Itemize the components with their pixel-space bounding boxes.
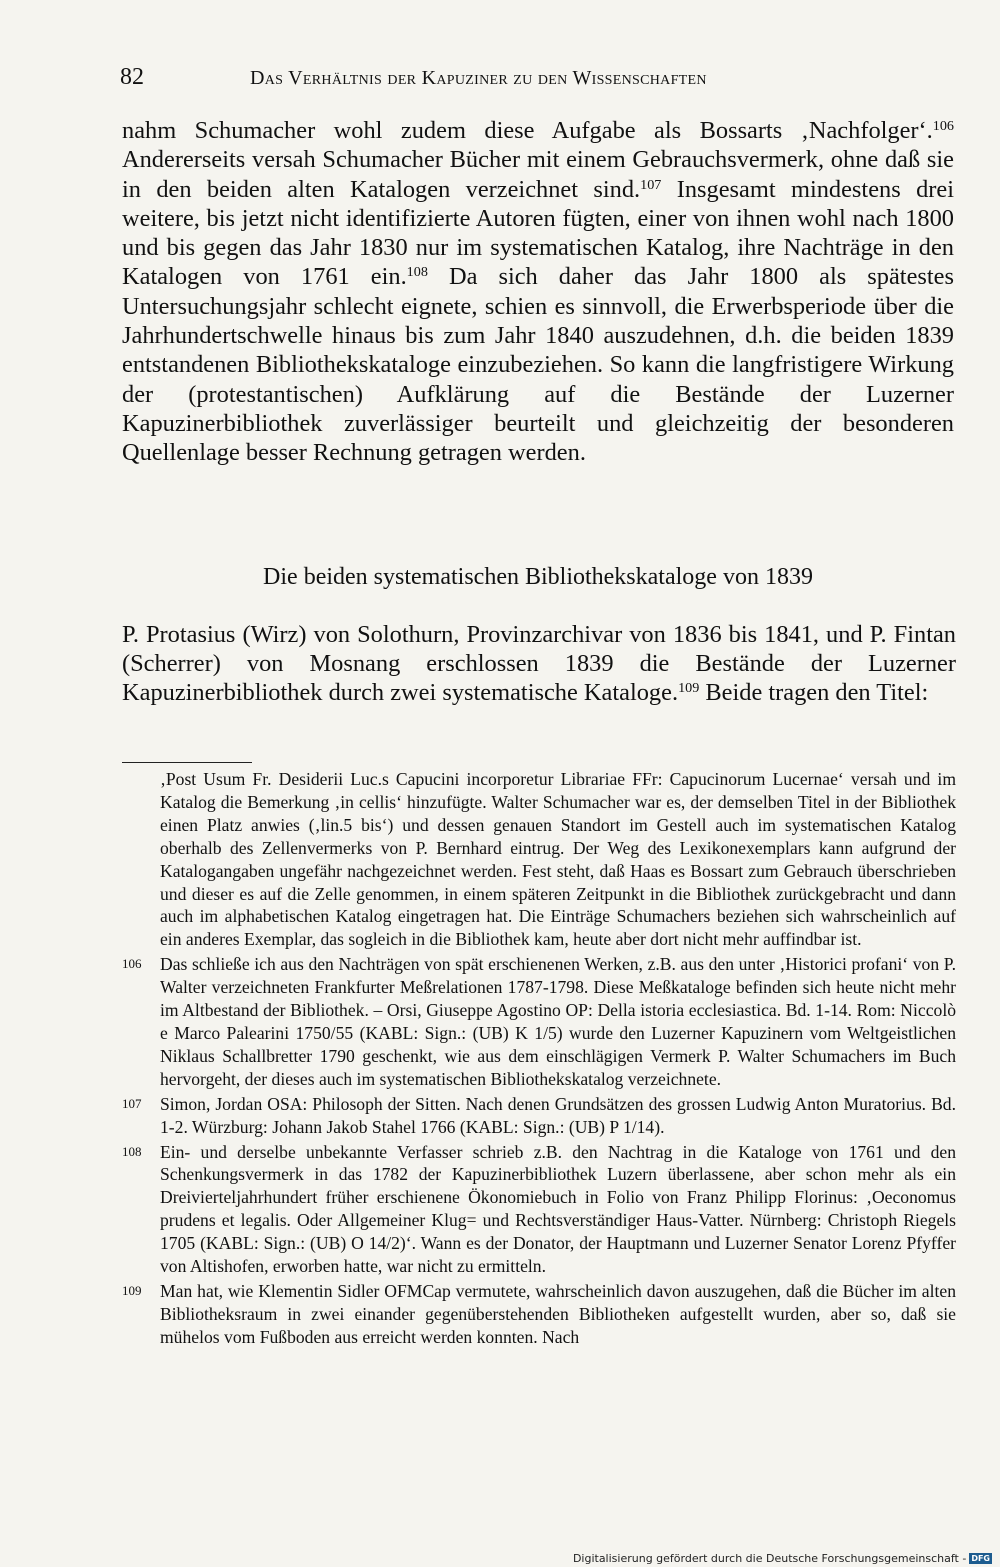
paragraph-1 — [122, 116, 954, 468]
footnote-text: Simon, Jordan OSA: Philosoph der Sitten. Nach denen Grundsätzen des grossen Ludwig Anton Muratorius. Bd. 1-2. Würzburg: Johann Jakob Stahel 1766 (KABL: Sign.: (UB) P 1/14). — [160, 1093, 956, 1137]
paragraph-text: Andererseits versah Schumacher Bücher mit einem Gebrauchsvermerk, ohne daß sie in den beiden alten Katalogen verzeichnet sind. — [122, 146, 954, 203]
footnote-number: 109 — [122, 1282, 142, 1298]
page-number: 82 — [120, 64, 144, 90]
paragraph-text: Da sich daher das Jahr 1800 als spätestes Untersuchungsjahr schlecht eignete, schien es sinnvoll, die Erwerbsperiode über die Jahrhundertschwelle hinaus bis zum Jahr 1840 auszudehnen, d.h. die beiden 1839 entstandenen Bibliothekskataloge einzubeziehen. So kann die langfristigere Wirkung der (protestantischen) Aufklärung auf die Bestände der Luzerner Kapuzinerbibliothek zuverlässiger beurteilt und gleichzeitig der besonderen Quellenlage besser Rechnung getragen werden. — [122, 263, 954, 467]
digitization-credit — [573, 1552, 992, 1565]
section-heading: Die beiden systematischen Bibliothekskataloge von 1839 — [263, 564, 813, 590]
footnote-text: Ein- und derselbe unbekannte Verfasser schrieb z.B. den Nachtrag in die Kataloge von 1761 und den Schenkungsvermerk in das 1782 der Kapuzinerbibliothek Luzern überlassene, aber schon mehr als ein Dreivierteljahrhundert früher erschienene Ökonomiebuch in Folio von Franz Philipp Florinus: ‚Oeconomus prudens et legalis. Oder Allgemeiner Klug= und Rechtsverständiger Haus-Vatter. Nürnberg: Christoph Riegels 1705 (KABL: Sign.: (UB) O 14/2)‘. Wann es der Donator, der Hauptmann und Luzerner Senator Lorenz Pfyffer von Altishofen, erworben hatte, war nicht zu ermitteln. — [160, 1141, 956, 1277]
footnote-number: 106 — [122, 956, 142, 972]
running-title: Das Verhältnis der Kapuziner zu den Wissenschaften — [250, 67, 707, 89]
paragraph-text: Insgesamt mindestens drei weitere, bis jetzt nicht identifizierte Autoren fügten, einer von ihnen wohl nach 1800 und bis gegen das Jahr 1830 nur im systematischen Katalog, ihre Nachträge in den Katalogen von 1761 ein. — [122, 175, 954, 291]
credit-text: Digitalisierung gefördert durch die Deutsche Forschungsgemeinschaft - — [572, 1552, 967, 1565]
footnote-text: Das schließe ich aus den Nachträgen von spät erschienenen Werken, z.B. aus den unter ‚Historici profani‘ von P. Walter verzeichneten Frankfurter Meßrelationen 1787-1798. Diese Meßkataloge befinden sich heute nicht mehr im Altbestand der Bibliothek. – Orsi, Giuseppe Agostino OP: Della istoria ecclesiastica. Bd. 1-14. Rom: Niccolò e Marco Palearini 1750/55 (KABL: Sign.: (UB) K 1/5) wurde den Luzerner Kapuzinern vom Weltgeistlichen Niklaus Schallbretter 1790 geschenkt, wie aus dem einschlägigen Vermerk P. Walter Schumachers im Buch hervorgeht, der dieses auch im systematischen Bibliothekskatalog verzeichnete. — [160, 954, 956, 1089]
footnote-continued — [122, 768, 956, 951]
footnote-ref[interactable]: 109 — [678, 680, 700, 697]
footnote-107 — [122, 1093, 956, 1139]
footnote-number: 107 — [122, 1095, 142, 1111]
footnote-106 — [122, 953, 956, 1090]
paragraph-2 — [122, 620, 956, 708]
footnote-ref[interactable]: 108 — [406, 264, 428, 281]
paragraph-text: Beide tragen den Titel: — [699, 679, 929, 707]
dfg-logo-icon: DFG — [971, 1554, 990, 1563]
footnote-text: ‚Post Usum Fr. Desiderii Luc.s Capucini incorporetur Librariae FFr: Capucinorum Lucernae‘ versah und im Katalog die Bemerkung ‚in cellis‘ hinzufügte. Walter Schumacher war es, der demselben Titel in der Bibliothek einen Platz anwies (‚lin.5 bis‘) und dessen genauen Standort im Gestell auch im systematischen Katalog oberhalb des Zellenvermerks von P. Bernhard eintrug. Der Weg des Lexikonexemplars kann aufgrund der Katalogangaben ungefähr nachgezeichnet werden. Fest steht, daß Haas es Bossart zum Gebrauch überschrieben und dieser es auf die Zelle genommen, in einem späteren Zeitpunkt in die Bibliothek zurückgebracht und dann auch im alphabetischen Katalog eingetragen hat. Die Einträge Schumachers beziehen sich wahrscheinlich auf ein anderes Exemplar, das sogleich in die Bibliothek kam, heute aber dort nicht mehr auffindbar ist. — [160, 769, 956, 950]
footnote-108 — [122, 1141, 956, 1278]
footnotes — [122, 768, 956, 1351]
page-header — [120, 64, 950, 100]
paragraph-text: P. Protasius (Wirz) von Solothurn, Provinzarchivar von 1836 bis 1841, und P. Fintan (Scherrer) von Mosnang erschlossen 1839 die Bestände der Luzerner Kapuzinerbibliothek durch zwei systematische Kataloge. — [122, 621, 956, 707]
paragraph-text: nahm Schumacher wohl zudem diese Aufgabe als Bossarts ‚Nachfolger‘. — [122, 117, 933, 144]
footnote-divider — [122, 762, 252, 763]
footnote-ref[interactable]: 106 — [932, 118, 954, 135]
footnote-text: Man hat, wie Klementin Sidler OFMCap vermutete, wahrscheinlich davon auszugehen, daß die Bücher im alten Bibliotheksraum in zwei einander gegenüberstehenden Bibliotheken aufgestellt wurden, aber so, daß sie mühelos vom Fußboden aus erreicht werden konnten. Nach — [160, 1280, 956, 1347]
footnote-ref[interactable]: 107 — [640, 176, 662, 193]
footnote-number: 108 — [122, 1143, 142, 1159]
footnote-109 — [122, 1280, 956, 1349]
